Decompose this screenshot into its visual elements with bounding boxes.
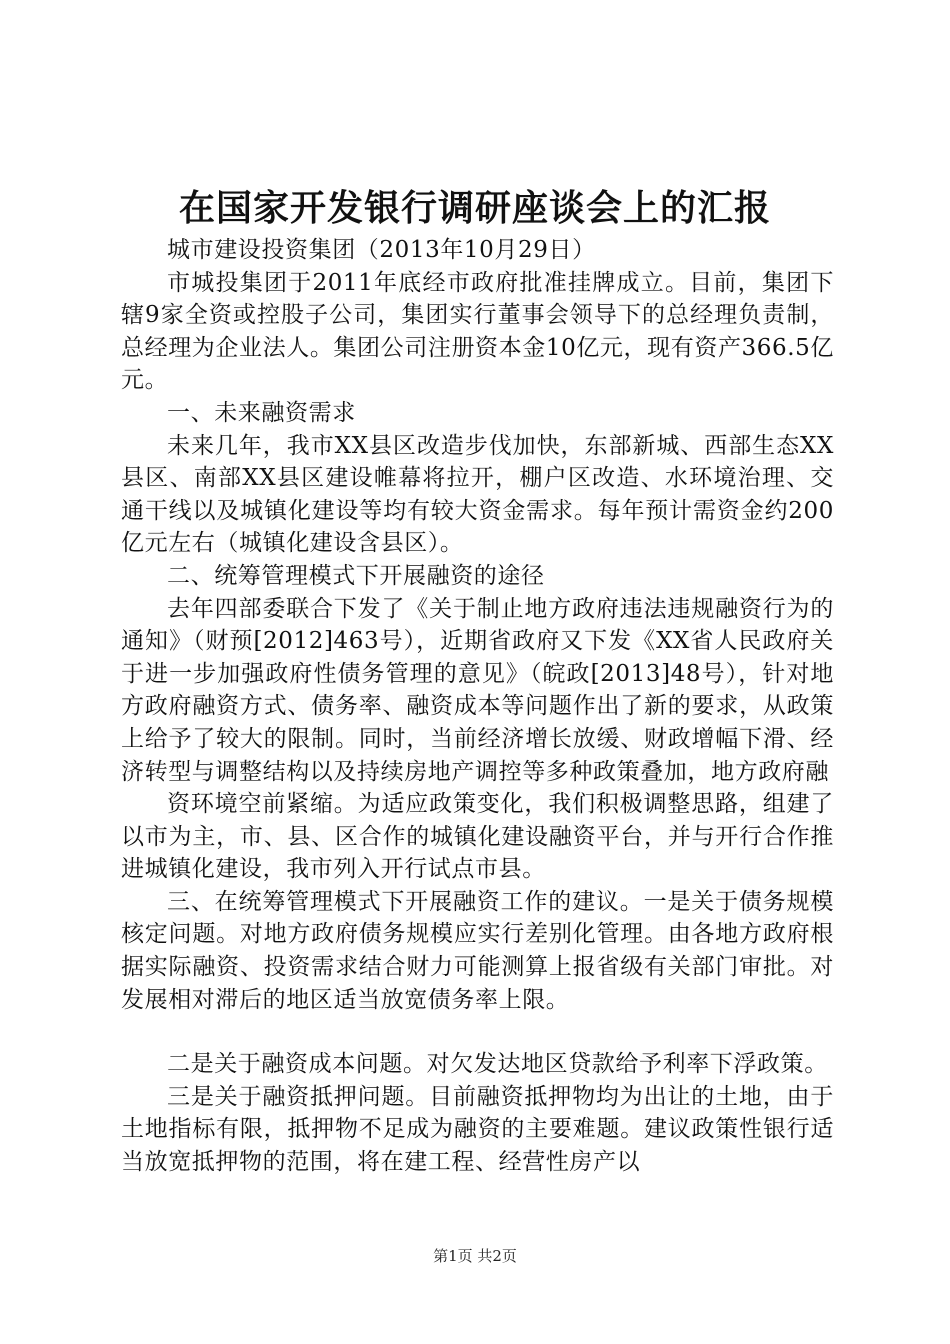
document-body [121, 234, 834, 1179]
paragraph-collateral: 三是关于融资抵押问题。目前融资抵押物均为出让的土地，由于土地指标有限，抵押物不足成为融资的主要难题。建议政策性银行适当放宽抵押物的范围，将在建工程、经营性房产以 [121, 1083, 834, 1176]
paragraph-policy: 去年四部委联合下发了《关于制止地方政府违法违规融资行为的通知》（财预[2012]463号），近期省政府又下发《XX省人民政府关于进一步加强政府性债务管理的意见》（皖政[2013]48号），针对地方政府融资方式、债务率、融资成本等问题作出了新的要求，从政策上给予了较大的限制。同时，当前经济增长放缓、财政增幅下滑、经济转型与调整结构以及持续房地产调控等多种政策叠加，地方政府融 [121, 595, 834, 785]
paragraph-financing-needs: 未来几年，我市XX县区改造步伐加快，东部新城、西部生态XX县区、南部XX县区建设帷幕将拉开，棚户区改造、水环境治理、交通干线以及城镇化建设等均有较大资金需求。每年预计需资金约200亿元左右（城镇化建设含县区）。 [121, 432, 834, 557]
document-title: 在国家开发银行调研座谈会上的汇报 [178, 187, 771, 229]
paragraph-intro: 市城投集团于2011年底经市政府批准挂牌成立。目前，集团下辖9家全资或控股子公司，集团实行董事会领导下的总经理负责制，总经理为企业法人。集团公司注册资本金10亿元，现有资产366.5亿元。 [121, 269, 834, 394]
paragraph-environment: 资环境空前紧缩。为适应政策变化，我们积极调整思路，组建了以市为主，市、县、区合作的城镇化建设融资平台，并与开行合作推进城镇化建设，我市列入开行试点市县。 [121, 791, 834, 883]
paragraph-cost: 二是关于融资成本问题。对欠发达地区贷款给予利率下浮政策。 [167, 1051, 828, 1078]
section-heading-3: 三、在统筹管理模式下开展融资工作的建议。一是关于债务规模核定问题。对地方政府债务规模应实行差别化管理。由各地方政府根据实际融资、投资需求结合财力可能测算上报省级有关部门审批。对发展相对滞后的地区适当放宽债务率上限。 [121, 888, 834, 1013]
paragraph-author-date: 城市建设投资集团（2013年10月29日） [167, 237, 596, 263]
page-number: 第1页 共2页 [433, 1247, 517, 1265]
section-heading-1: 一、未来融资需求 [167, 399, 356, 426]
section-heading-2: 二、统筹管理模式下开展融资的途径 [167, 562, 545, 589]
